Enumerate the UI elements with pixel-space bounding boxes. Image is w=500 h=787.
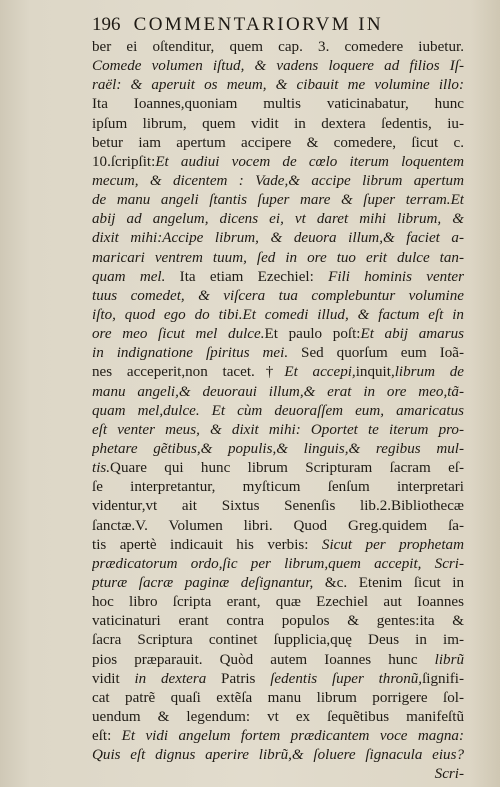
text-line [92, 383, 464, 402]
text-line [92, 593, 464, 612]
italic-text: ore meo ſicut mel dulce. [92, 326, 265, 343]
text-line [92, 651, 464, 670]
roman-text: nes acceperit,non tacet.† [92, 364, 285, 381]
text-line [92, 57, 464, 76]
text-line [92, 153, 464, 172]
roman-text: hoc libro ſcripta erant, quæ Ezechiel aut Ioannes [92, 594, 464, 611]
roman-text: tis apertè indicauit his verbis: [92, 536, 322, 553]
text-line [92, 172, 464, 191]
italic-text: dixit mihi:Accipe librum, & deuora illum,& faciet a- [92, 230, 464, 247]
italic-text: Et comedi illud, & factum eſt in [242, 306, 464, 323]
text-line [92, 727, 464, 746]
roman-text: eſt: [92, 728, 122, 745]
roman-text: ſacra Scriptura continet ſupplicia,quę Deus in im- [92, 632, 464, 649]
italic-text: raël: & aperuit os meum, & cibauit me volumine illo: [92, 77, 464, 94]
roman-text: Ita etiam Ezechiel: [165, 268, 329, 285]
roman-text: cat patrẽ quaſi extẽſa manu librum porrigere ſol- [92, 689, 464, 706]
italic-text: pturæ ſacræ paginæ deſignantur, [92, 574, 314, 591]
text-line [92, 631, 464, 650]
text-line [92, 344, 464, 363]
italic-text: quam mel. [92, 268, 166, 285]
italic-text: librũ [434, 651, 464, 668]
text-line [92, 555, 464, 574]
text-line [92, 38, 464, 57]
running-title: COMMENTARIORVM IN [133, 14, 384, 35]
text-line [92, 670, 464, 689]
text-line [92, 517, 464, 536]
text-line [92, 249, 464, 268]
running-header [92, 14, 462, 36]
catchword [92, 765, 464, 784]
italic-text: Et audiui vocem de cœlo iterum loquentem [155, 153, 464, 170]
text-line [92, 497, 464, 516]
italic-text: Sicut per prophetam [321, 536, 464, 553]
text-line [92, 536, 464, 555]
roman-text: Et paulo poſt: [264, 326, 361, 343]
text-line [92, 325, 464, 344]
italic-text: iſto, quod ego do tibi. [92, 306, 243, 323]
roman-text: 10.ſcripſit: [92, 153, 156, 170]
roman-text: vidit [92, 670, 135, 687]
text-line [92, 363, 464, 382]
italic-text: abij ad angelum, dicens ei, vt daret mihi librum, & [92, 211, 464, 228]
italic-text: tuus comedet, & viſcera tua complebuntur volumine [92, 287, 464, 304]
roman-text: ſignifi- [422, 670, 464, 687]
italic-text: Fili hominis venter [328, 268, 464, 285]
roman-text: pios præparauit. Quòd autem Ioannes hunc [92, 651, 435, 668]
text-line [92, 191, 464, 210]
text-line [92, 459, 464, 478]
text-line [92, 574, 464, 593]
italic-text: Quis eſt dignus aperire librũ,& ſoluere ſignacula eius? [92, 747, 464, 764]
roman-text: vaticinaturi erant contra populos & gentes:ita & [92, 613, 464, 630]
roman-text: betur iam apertum accipere & comedere, ſicut c. [92, 134, 464, 151]
text-line [92, 287, 464, 306]
roman-text: ſanctæ.V. Volumen libri. Quod Greg.quidem ſa- [92, 517, 464, 534]
text-line [92, 478, 464, 497]
page-number: 196 [92, 14, 121, 35]
text-line [92, 76, 464, 95]
text-line [92, 440, 464, 459]
roman-text: Quare qui hunc librum Scripturam ſacram eſ- [110, 460, 464, 477]
body-text [92, 38, 464, 784]
roman-text: Patris [206, 670, 271, 687]
roman-text: Sed quorſum eum Ioã- [288, 345, 464, 362]
text-line [92, 115, 464, 134]
italic-text: Scri- [434, 766, 464, 783]
text-line [92, 421, 464, 440]
italic-text: librum de [394, 364, 464, 381]
italic-text: maricari ventrem tuum, ſed in ore tuo erit dulce tan- [92, 249, 464, 266]
text-line [92, 268, 464, 287]
roman-text: uendum & legendum: vt ex ſequẽtibus manifeſtũ [92, 708, 464, 725]
italic-text: Et accepi, [284, 364, 356, 381]
italic-text: Et vidi angelum fortem prædicantem voce magna: [121, 728, 464, 745]
italic-text: mecum, & dicentem : Vade,& accipe librum apertum [92, 172, 464, 189]
text-line [92, 229, 464, 248]
italic-text: ſedentis ſuper thronũ, [270, 670, 423, 687]
italic-text: in dextera [134, 670, 207, 687]
italic-text: in indignatione ſpiritus mei. [92, 345, 289, 362]
roman-text: &c. Etenim ſicut in [313, 574, 464, 591]
roman-text: videntur,vt ait Sixtus Senenſis lib.2.Bibliothecæ [92, 498, 464, 515]
text-line [92, 402, 464, 421]
italic-text: de manu angeli ſtantis ſuper mare & ſuper terram.Et [92, 192, 464, 209]
text-line [92, 95, 464, 114]
text-line [92, 306, 464, 325]
italic-text: tis. [92, 460, 111, 477]
roman-text: Ita Ioannes,quoniam multis vaticinabatur, hunc [92, 96, 464, 113]
italic-text: prædicatorum ordo,ſic per librum,quem accepit, Scri- [92, 555, 464, 572]
roman-text: ſe interpretantur, myſticum ſenſum interpretari [92, 479, 464, 496]
italic-text: quam mel,dulce. Et cùm deuoraſſem eum, amaricatus [92, 402, 464, 419]
text-line [92, 134, 464, 153]
text-line [92, 746, 464, 765]
italic-text: Et abij amarus [360, 326, 464, 343]
text-line [92, 708, 464, 727]
text-line [92, 612, 464, 631]
italic-text: eſt venter meus, & dixit mihi: Oportet te iterum pro- [92, 421, 464, 438]
italic-text: Comede volumen iſtud, & vadens loquere ad filios Iſ- [92, 58, 464, 75]
italic-text: phetare gẽtibus,& populis,& linguis,& regibus mul- [92, 440, 464, 457]
text-line [92, 689, 464, 708]
roman-text: inquit, [355, 364, 395, 381]
text-line [92, 210, 464, 229]
roman-text: ber ei oſtenditur, quem cap. 3. comedere iubetur. [92, 39, 464, 55]
roman-text: ipſum librum, quem vidit in dextera ſedentis, iu- [92, 115, 464, 132]
italic-text: manu angeli,& deuoraui illum,& erat in ore meo,tã- [92, 383, 464, 400]
